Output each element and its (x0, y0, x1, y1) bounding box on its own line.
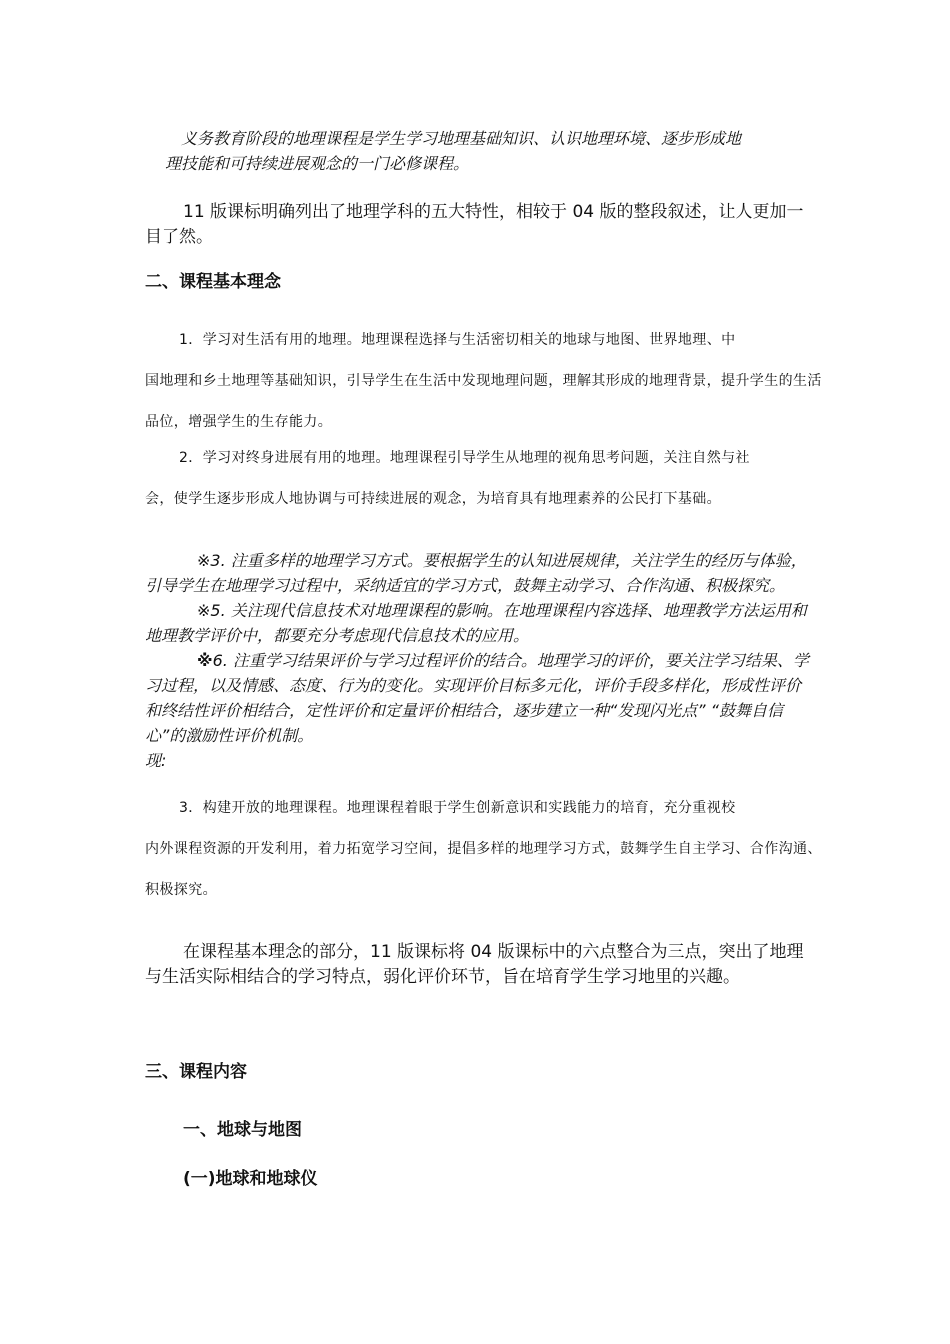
principle-item-3-first-line: 3．构建开放的地理课程。地理课程着眼于学生创新意识和实践能力的培育，充分重视校 (179, 800, 736, 816)
old-item-3 (145, 548, 815, 598)
intro-quote-line2: 理技能和可持续进展观念的一门必修课程。 (165, 154, 470, 173)
reference-mark: ※ (197, 651, 213, 670)
principle-item-1-first-line: 1．学习对生活有用的地理。地理课程选择与生活密切相关的地球与地图、世界地理、中 (179, 332, 736, 348)
old-item-5 (145, 598, 815, 648)
principle-item-1-rest: 国地理和乡土地理等基础知识，引导学生在生活中发现地理问题，理解其形成的地理背景，提升学生的生活品位，增强学生的生存能力。 (145, 373, 822, 430)
principle-item-1 (145, 320, 825, 443)
old-item-6-text: 6. 注重学习结果评价与学习过程评价的结合。地理学习的评价，要关注学习结果、学习过程，以及情感、态度、行为的变化。实现评价目标多元化，评价手段多样化，形成性评价和终结性评价相结合，定性评价和定量评价相结合，逐步建立一种“发现闪光点” “鼓舞自信心”的激励性评价机制。 (145, 651, 809, 745)
subsection-earth-and-map: 一、地球与地图 (183, 1120, 302, 1140)
summary-paragraph: 在课程基本理念的部分，11 版课标将 04 版课标中的六点整合为三点，突出了地理与生活实际相结合的学习特点，弱化评价环节，旨在培育学生学习地里的兴趣。 (145, 942, 804, 987)
reference-mark: ※ (197, 601, 211, 620)
intro-quote (165, 126, 815, 176)
section3-heading: 三、课程内容 (145, 1062, 247, 1082)
principle-item-2-first-line: 2．学习对终身进展有用的地理。地理课程引导学生从地理的视角思考问题，关注自然与社 (179, 450, 750, 466)
old-item-3-text: 3. 注重多样的地理学习方式。要根据学生的认知进展规律，关注学生的经历与体验，引导学生在地理学习过程中，采纳适宜的学习方式，鼓舞主动学习、合作沟通、积极探究。 (145, 551, 807, 595)
principle-item-2-rest: 会，使学生逐步形成人地协调与可持续进展的观念，为培育具有地理素养的公民打下基础。 (145, 491, 721, 507)
principle-item-3 (145, 788, 825, 911)
principle-item-2 (145, 438, 825, 520)
reference-mark: ※ (197, 551, 211, 570)
intro-quote-line1: 义务教育阶段的地理课程是学生学习地理基础知识、认识地理环境、逐步形成地 (181, 129, 742, 148)
section2-heading: 二、课程基本理念 (145, 272, 281, 292)
trailing-fragment: 现: (145, 751, 167, 770)
old-item-6 (145, 648, 815, 748)
subsection-earth-and-globe: (一)地球和地球仪 (183, 1169, 318, 1189)
principle-item-3-rest: 内外课程资源的开发利用，着力拓宽学习空间，提倡多样的地理学习方式，鼓舞学生自主学习、合作沟通、积极探究。 (145, 841, 822, 898)
features-paragraph: 11 版课标明确列出了地理学科的五大特性，相较于 04 版的整段叙述，让人更加一目了然。 (145, 202, 804, 247)
old-standard-items (145, 548, 815, 773)
old-item-5-text: 5. 关注现代信息技术对地理课程的影响。在地理课程内容选择、地理教学方法运用和地理教学评价中，都要充分考虑现代信息技术的应用。 (145, 601, 807, 645)
